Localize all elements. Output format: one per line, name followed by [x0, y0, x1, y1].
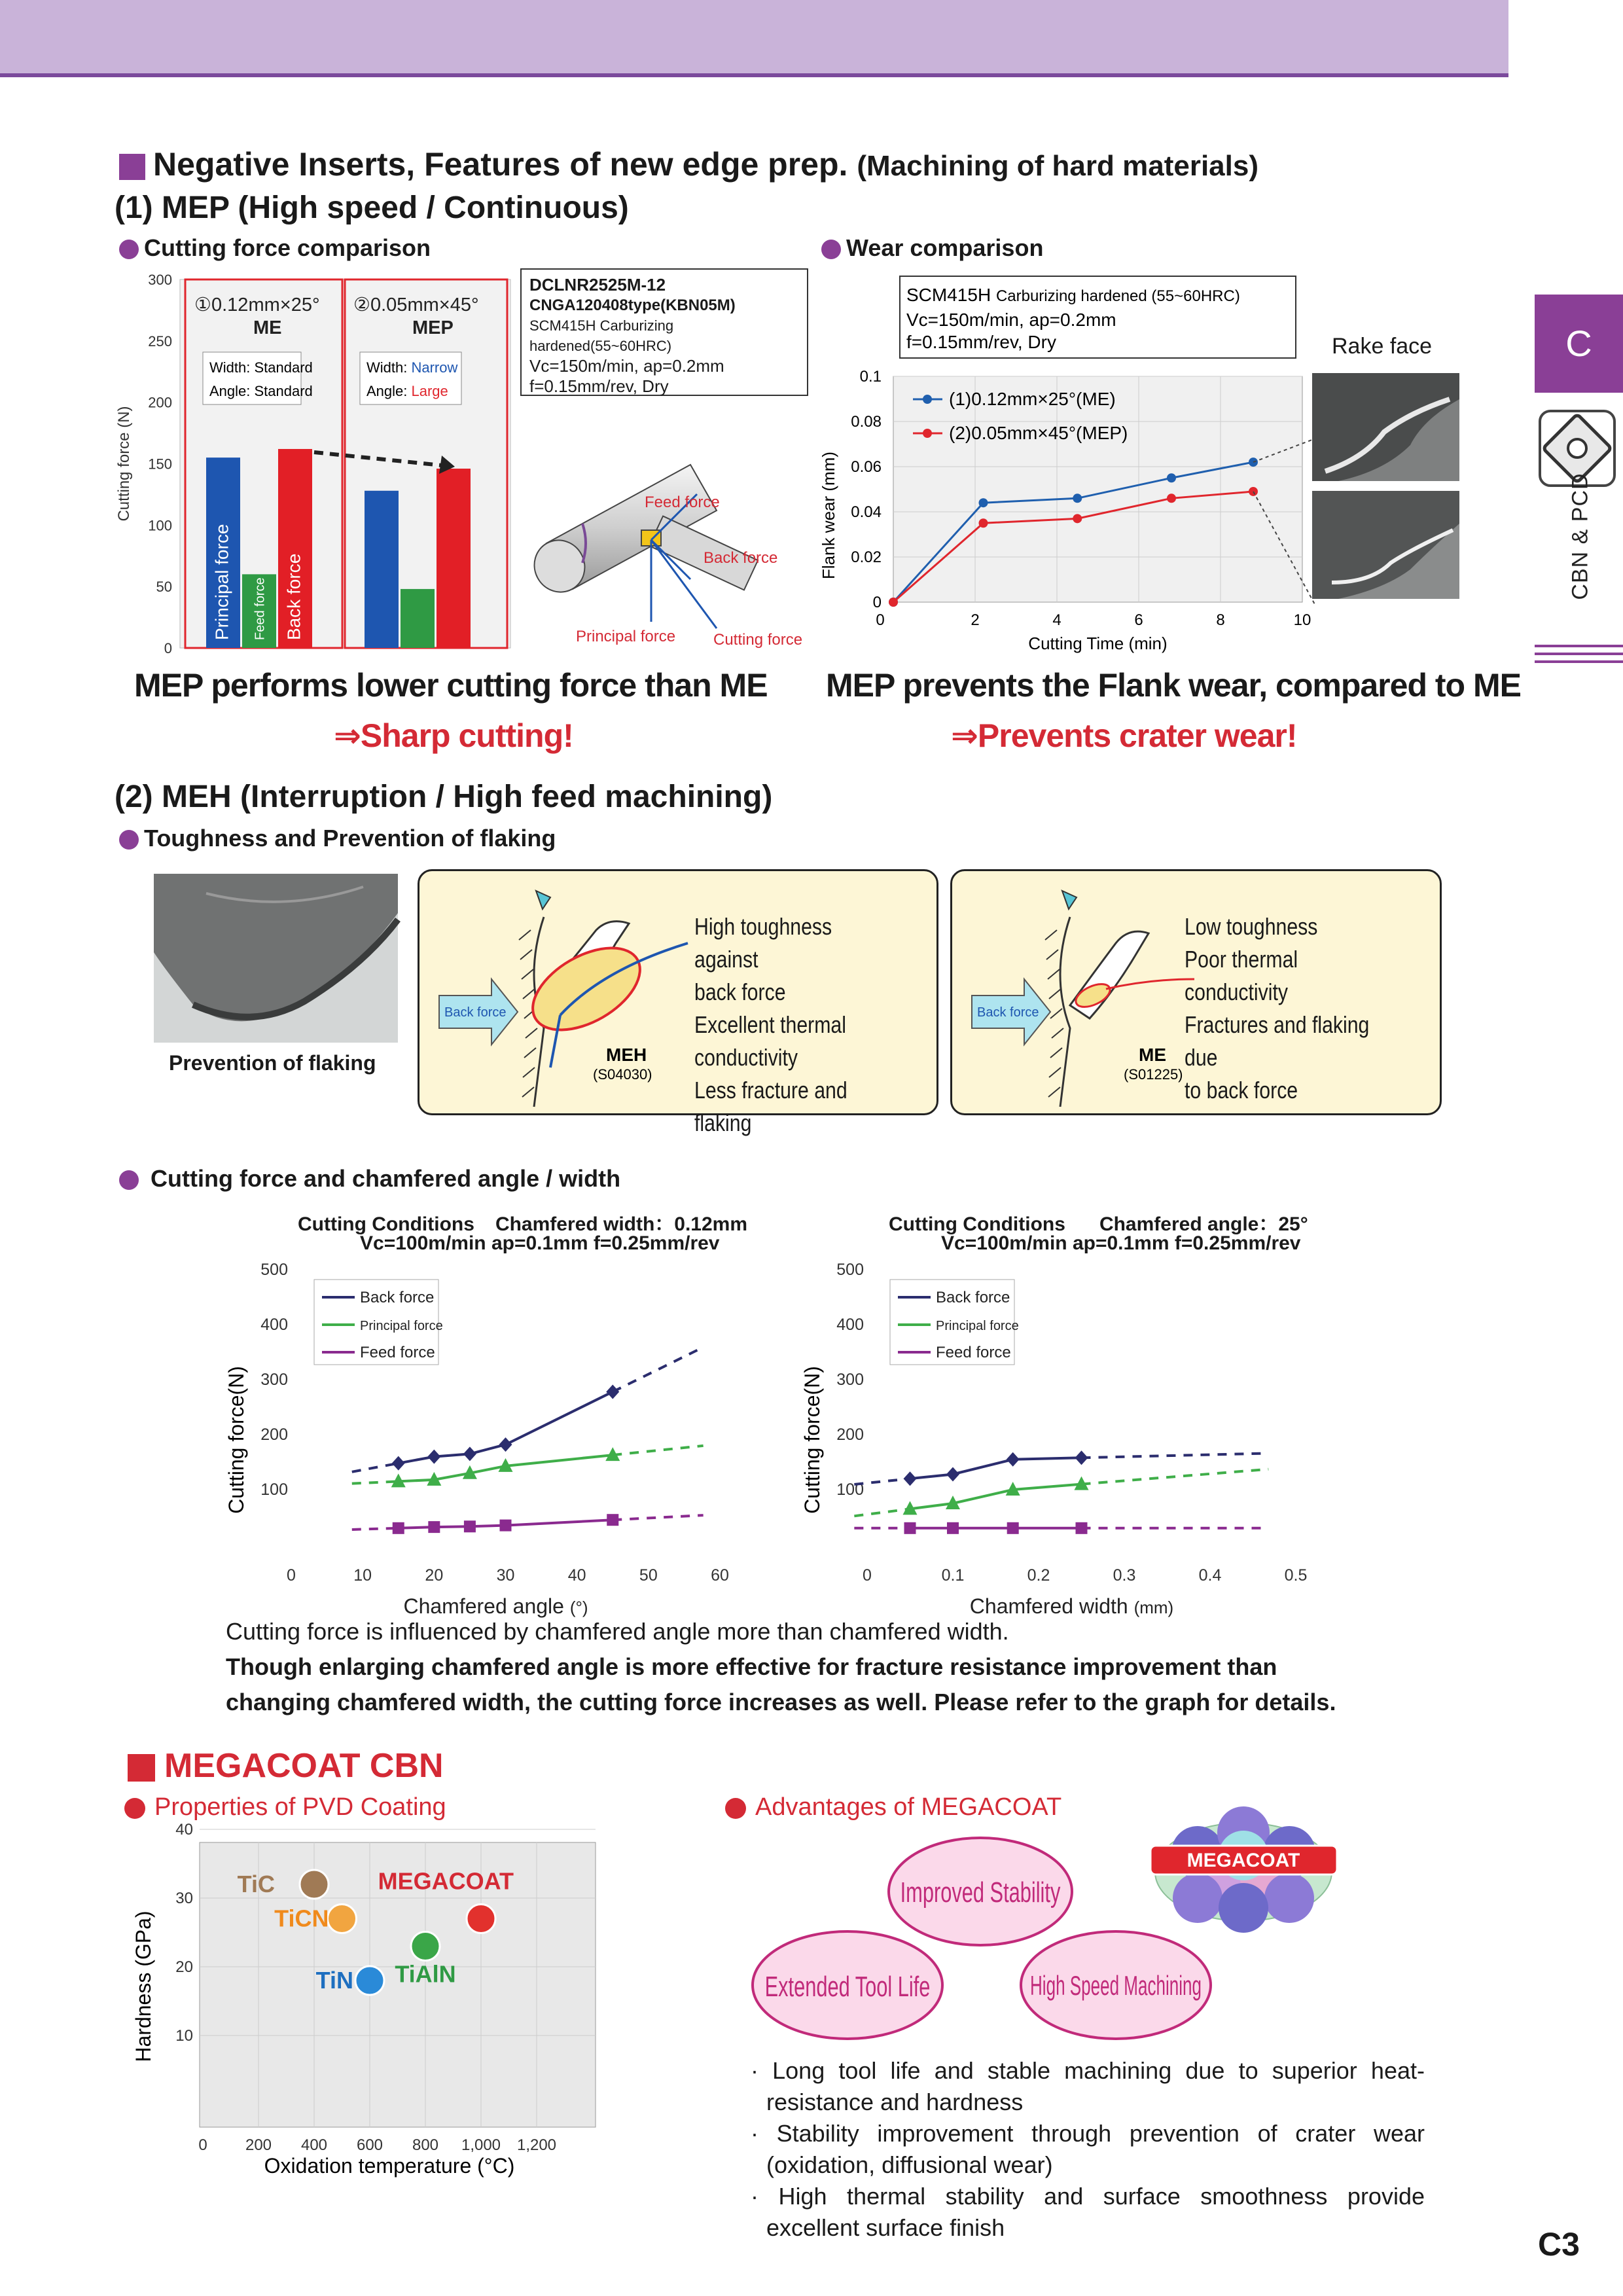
bar [401, 589, 435, 648]
section-tab[interactable]: C [1535, 295, 1623, 393]
legend-entry: Back force [360, 1289, 435, 1306]
advantages-diagram [740, 1780, 1387, 2081]
high-speed-label: High Speed Machining [1030, 1970, 1202, 2001]
side-label [1541, 393, 1618, 668]
legend-entry: (1)0.12mm×25°(ME) [949, 389, 1116, 409]
x-tick-label: 40 [567, 1566, 586, 1585]
bullet-dot-icon [119, 1170, 139, 1190]
props-heading [124, 1793, 446, 1821]
group-label-mep: ②0.05mm×45° [353, 295, 479, 315]
y-axis-label: Cutting force(N) [800, 1366, 824, 1514]
x-tick-label: 4 [1052, 611, 1061, 629]
y-tick-label: 30 [175, 1890, 193, 1907]
cond-title: Cutting Conditions [889, 1213, 1065, 1235]
data-point [1167, 473, 1176, 482]
cond-insert: CNGA120408type(KBN05M) [529, 296, 736, 314]
data-point [463, 1446, 476, 1461]
x-axis-label: Oxidation temperature (°C) [264, 2154, 515, 2178]
back-force-label: Back force [704, 549, 778, 567]
legend-entry: Back force [936, 1289, 1010, 1306]
y-tick-label: 100 [148, 517, 172, 534]
trend-extension [1082, 1469, 1269, 1484]
legend-marker [923, 395, 932, 404]
wear-cond-2: Vc=150m/min, ap=0.2mm [906, 310, 1116, 330]
x-tick-label: 0.4 [1198, 1566, 1222, 1585]
cond-angle: Chamfered angle：25° [1099, 1213, 1308, 1235]
x-tick-label: 6 [1134, 611, 1143, 629]
improved-stability-label: Improved Stability [900, 1876, 1061, 1909]
cond-title: Cutting Conditions [298, 1213, 474, 1235]
x-tick-label: 0 [863, 1566, 872, 1585]
y-tick-label: 0 [872, 594, 882, 611]
y-axis-label: Flank wear (mm) [819, 451, 838, 580]
title-sub: (Machining of hard materials) [857, 150, 1258, 182]
x-tick-label: 20 [425, 1566, 444, 1585]
flaking-photo [154, 874, 398, 1043]
group-name-me: ME [253, 317, 282, 338]
bullet-dot-icon [119, 830, 139, 850]
list-item: · Long tool life and stable machining due to superior heat-resistance and hardness [751, 2057, 1425, 2115]
data-point [355, 1966, 384, 1995]
meh-line: High toughness against [694, 913, 832, 973]
group-name-mep: MEP [412, 317, 454, 338]
x-tick-label: 400 [300, 2136, 328, 2154]
note-1: Cutting force is influenced by chamfered angle more than chamfered width. [226, 1618, 1009, 1645]
meh-name: MEH [606, 1045, 647, 1065]
me-arrow-label: Back force [977, 1005, 1039, 1020]
x-tick-label: 50 [639, 1566, 658, 1585]
workpiece-edge [1060, 917, 1070, 1107]
me-code: (S01225) [1124, 1066, 1183, 1083]
photo-caption: Prevention of flaking [169, 1051, 376, 1075]
left-cond-2: Vc=100m/min ap=0.1mm f=0.25mm/rev [360, 1232, 720, 1254]
wear-heading-text: Wear comparison [846, 234, 1044, 261]
y-tick-label: 10 [175, 2027, 193, 2045]
wear-cond-3: f=0.15mm/rev, Dry [906, 332, 1056, 352]
megacoat-heading [128, 1746, 444, 1785]
me-line: to back force [1185, 1077, 1298, 1103]
rake-face-photo-mep [1312, 491, 1459, 599]
legend-entry: Principal force [360, 1319, 443, 1333]
legend-marker [923, 429, 932, 438]
side-label-text: CBN & PCD [1567, 473, 1593, 600]
trend-line [910, 1458, 1082, 1479]
data-point [464, 1520, 476, 1532]
chip-arrow-icon [1062, 891, 1077, 909]
bar-series-label: Feed force [253, 577, 268, 640]
point-label: TiAlN [395, 1960, 456, 1988]
x-tick-label: 0.1 [941, 1566, 965, 1585]
y-tick-label: 20 [175, 1958, 193, 1976]
bullet-dot-icon [124, 1798, 145, 1819]
meh-line: Excellent thermal [694, 1011, 846, 1038]
data-point [904, 1522, 916, 1534]
conditions-box [520, 268, 808, 396]
y-tick-label: 250 [148, 332, 172, 350]
y-tick-label: 500 [836, 1261, 864, 1279]
data-point [979, 498, 988, 507]
trend-extension [613, 1515, 703, 1520]
y-tick-label: 400 [836, 1316, 864, 1334]
chamfered-angle-chart [216, 1253, 785, 1618]
data-point [946, 1467, 959, 1481]
data-point [467, 1905, 495, 1933]
x-tick-label: 30 [496, 1566, 515, 1585]
y-tick-label: 100 [836, 1480, 864, 1499]
y-tick-label: 200 [836, 1426, 864, 1444]
me-line: Low toughness [1185, 913, 1318, 940]
megacoat-badge-label: MEGACOAT [1186, 1850, 1300, 1871]
me-line: Fractures and flaking due [1185, 1011, 1370, 1071]
data-point [427, 1450, 440, 1464]
cond-material: SCM415H Carburizing hardened(55~60HRC) [529, 317, 674, 354]
data-point [393, 1522, 404, 1534]
trend-extension [352, 1528, 399, 1530]
cond-width: Chamfered width：0.12mm [495, 1213, 748, 1235]
list-item: · Stability improvement through prevention of crater wear (oxidation, diffusional wear) [751, 2120, 1425, 2178]
cf-heading [119, 234, 431, 262]
bar [365, 491, 399, 648]
cutting-force-bar-chart [115, 265, 520, 664]
bullet-dot-icon [821, 240, 841, 259]
x-tick-label: 10 [353, 1566, 372, 1585]
x-tick-label: 1,200 [516, 2136, 557, 2154]
trend-extension [613, 1446, 703, 1455]
me-line: Poor thermal conductivity [1185, 946, 1298, 1005]
trend-extension [854, 1509, 910, 1516]
x-axis-label: Chamfered width (mm) [969, 1594, 1174, 1618]
me-box [950, 869, 1442, 1115]
group-label-me: ①0.12mm×25° [194, 295, 320, 315]
wear-heading [821, 234, 1043, 262]
x-tick-label: 60 [711, 1566, 729, 1585]
y-tick-label: 0.06 [851, 458, 882, 476]
x-tick-label: 0.2 [1027, 1566, 1050, 1585]
advantages-list [743, 2055, 1425, 2244]
conclusion-left-2: ⇒Sharp cutting! [334, 717, 573, 754]
x-tick-label: 600 [356, 2136, 383, 2154]
y-tick-label: 300 [148, 272, 172, 288]
data-point [500, 1520, 512, 1532]
conclusion-left: MEP performs lower cutting force than ME [134, 667, 768, 704]
note-3: changing chamfered width, the cutting force increases as well. Please refer to the graph for details. [226, 1689, 1336, 1715]
data-point [1007, 1522, 1019, 1534]
trend-extension [352, 1463, 399, 1472]
me-angle: Angle: Standard [209, 383, 313, 399]
point-label: TiC [237, 1871, 275, 1897]
x-tick-label: 800 [412, 2136, 439, 2154]
meh-arrow-label: Back force [444, 1005, 507, 1020]
x-tick-label: 0 [876, 611, 885, 629]
data-point [1075, 1450, 1088, 1465]
right-cond-2: Vc=100m/min ap=0.1mm f=0.25mm/rev [941, 1232, 1301, 1254]
y-tick-label: 300 [836, 1371, 864, 1389]
data-point [904, 1471, 917, 1486]
y-tick-label: 150 [148, 456, 172, 473]
trend-extension [613, 1347, 703, 1391]
title-square-icon [128, 1754, 155, 1782]
extended-tool-life-label: Extended Tool Life [764, 1971, 931, 2003]
bar-series-label: Principal force [211, 524, 232, 640]
legend-entry: Feed force [360, 1344, 435, 1361]
y-tick-label: 0.1 [859, 368, 882, 386]
legend-entry: Principal force [936, 1319, 1019, 1333]
y-axis-label: Hardness (GPa) [132, 1910, 155, 2062]
chip-arrow-icon [536, 891, 550, 909]
x-tick-label: 0.3 [1113, 1566, 1136, 1585]
force-diagram [520, 406, 821, 661]
data-point [328, 1905, 357, 1933]
point-label: TiN [315, 1967, 353, 1994]
y-tick-label: 0 [164, 640, 172, 656]
x-tick-label: 0 [198, 2136, 207, 2154]
mep-width: Width: Narrow [366, 359, 458, 376]
x-tick-label: 2 [971, 611, 980, 629]
cf-heading-text: Cutting force comparison [144, 234, 431, 261]
chamfered-width-chart [792, 1253, 1368, 1618]
data-point [947, 1522, 959, 1534]
cond-holder: DCLNR2525M-12 [529, 275, 666, 295]
meh-line: Less fracture and flaking [694, 1077, 847, 1136]
y-tick-label: 300 [260, 1371, 288, 1389]
legend-entry: Feed force [936, 1344, 1011, 1361]
data-point [499, 1437, 512, 1452]
y-tick-label: 200 [148, 394, 172, 411]
title-square-icon [119, 154, 145, 180]
point-label: MEGACOAT [378, 1867, 514, 1895]
data-point [607, 1514, 618, 1526]
rake-face-label: Rake face [1332, 334, 1433, 359]
meh-line: conductivity [694, 1044, 798, 1071]
x-tick-label: 10 [1293, 611, 1311, 629]
y-axis-label: Cutting force (N) [115, 406, 133, 522]
x-tick-label: 0 [287, 1566, 296, 1585]
bar-series-label: Back force [283, 553, 304, 640]
x-axis-label: Cutting Time (min) [1028, 634, 1168, 653]
flank-wear-line-chart [815, 268, 1338, 661]
feed-force-label: Feed force [645, 493, 720, 511]
me-name: ME [1139, 1045, 1166, 1065]
meh-heading: (2) MEH (Interruption / High feed machining) [115, 780, 773, 814]
trend-extension [1082, 1453, 1269, 1458]
trend-extension [352, 1481, 399, 1483]
x-tick-label: 0.5 [1284, 1566, 1308, 1585]
page-number: C3 [1538, 2226, 1580, 2263]
toughness-heading [119, 825, 556, 852]
adv-heading-text: Advantages of MEGACOAT [755, 1793, 1062, 1821]
data-point [392, 1456, 405, 1471]
meh-code: (S04030) [593, 1066, 652, 1083]
x-tick-label: 200 [245, 2136, 272, 2154]
side-stripes [1535, 645, 1623, 668]
cutting-force-label: Cutting force [713, 631, 803, 649]
principal-force-label: Principal force [576, 628, 676, 645]
y-axis-label: Cutting force(N) [224, 1366, 248, 1514]
meh-box [418, 869, 938, 1136]
y-tick-label: 100 [260, 1480, 288, 1499]
data-point [1073, 514, 1082, 523]
data-point [606, 1384, 619, 1399]
y-tick-label: 200 [260, 1426, 288, 1444]
trend-line [399, 1391, 613, 1463]
me-width: Width: Standard [209, 359, 313, 376]
x-tick-label: 8 [1216, 611, 1225, 629]
data-point [1076, 1522, 1088, 1534]
data-point [1007, 1452, 1020, 1467]
data-point [889, 598, 898, 607]
data-point [428, 1521, 440, 1533]
pvd-coating-chart [131, 1821, 615, 2178]
meh-line: back force [694, 978, 786, 1005]
note-2: Though enlarging chamfered angle is more effective for fracture resistance improvement than [226, 1653, 1277, 1680]
x-tick-label: 1,000 [461, 2136, 501, 2154]
data-point [1073, 493, 1082, 503]
title-main: Negative Inserts, Features of new edge prep. [153, 146, 848, 183]
plot-area [893, 376, 1302, 602]
data-point [979, 518, 988, 528]
meh-features [694, 910, 898, 1139]
data-point [300, 1870, 329, 1899]
x-axis-label: Chamfered angle (°) [403, 1594, 588, 1618]
mep-heading: (1) MEP (High speed / Continuous) [115, 190, 629, 225]
mep-angle: Angle: Large [366, 383, 448, 399]
megacoat-title: MEGACOAT CBN [164, 1747, 444, 1785]
toughness-heading-text: Toughness and Prevention of flaking [144, 825, 556, 852]
angle-width-heading [119, 1165, 620, 1193]
data-point [1167, 493, 1176, 503]
cond-feed: f=0.15mm/rev, Dry [529, 376, 669, 396]
y-tick-label: 50 [156, 579, 172, 596]
y-tick-label: 0.04 [851, 503, 882, 521]
trend-line [910, 1484, 1082, 1509]
legend-entry: (2)0.05mm×45°(MEP) [949, 423, 1128, 443]
bullet-dot-icon [119, 240, 139, 259]
rake-face-photo-me [1312, 373, 1459, 481]
y-tick-label: 0.02 [851, 548, 882, 566]
y-tick-label: 500 [260, 1261, 288, 1279]
angle-width-heading-text: Cutting force and chamfered angle / width [151, 1165, 621, 1192]
point-label: TiCN [274, 1905, 329, 1932]
conclusion-right: MEP prevents the Flank wear, compared to ME [826, 667, 1521, 704]
wear-cond-1: SCM415H Carburizing hardened (55~60HRC) [906, 285, 1240, 305]
data-point [411, 1932, 440, 1961]
y-tick-label: 400 [260, 1316, 288, 1334]
section-title [119, 145, 1258, 183]
bar [437, 469, 471, 648]
conclusion-right-2: ⇒Prevents crater wear! [951, 717, 1297, 754]
y-tick-label: 40 [175, 1821, 193, 1839]
cond-speed: Vc=150m/min, ap=0.2mm [529, 356, 724, 376]
list-item: · High thermal stability and surface smoothness provide excellent surface finish [751, 2183, 1425, 2241]
y-tick-label: 0.08 [851, 413, 882, 431]
header-band [0, 0, 1508, 77]
props-heading-text: Properties of PVD Coating [154, 1793, 446, 1821]
me-features [1185, 910, 1399, 1107]
